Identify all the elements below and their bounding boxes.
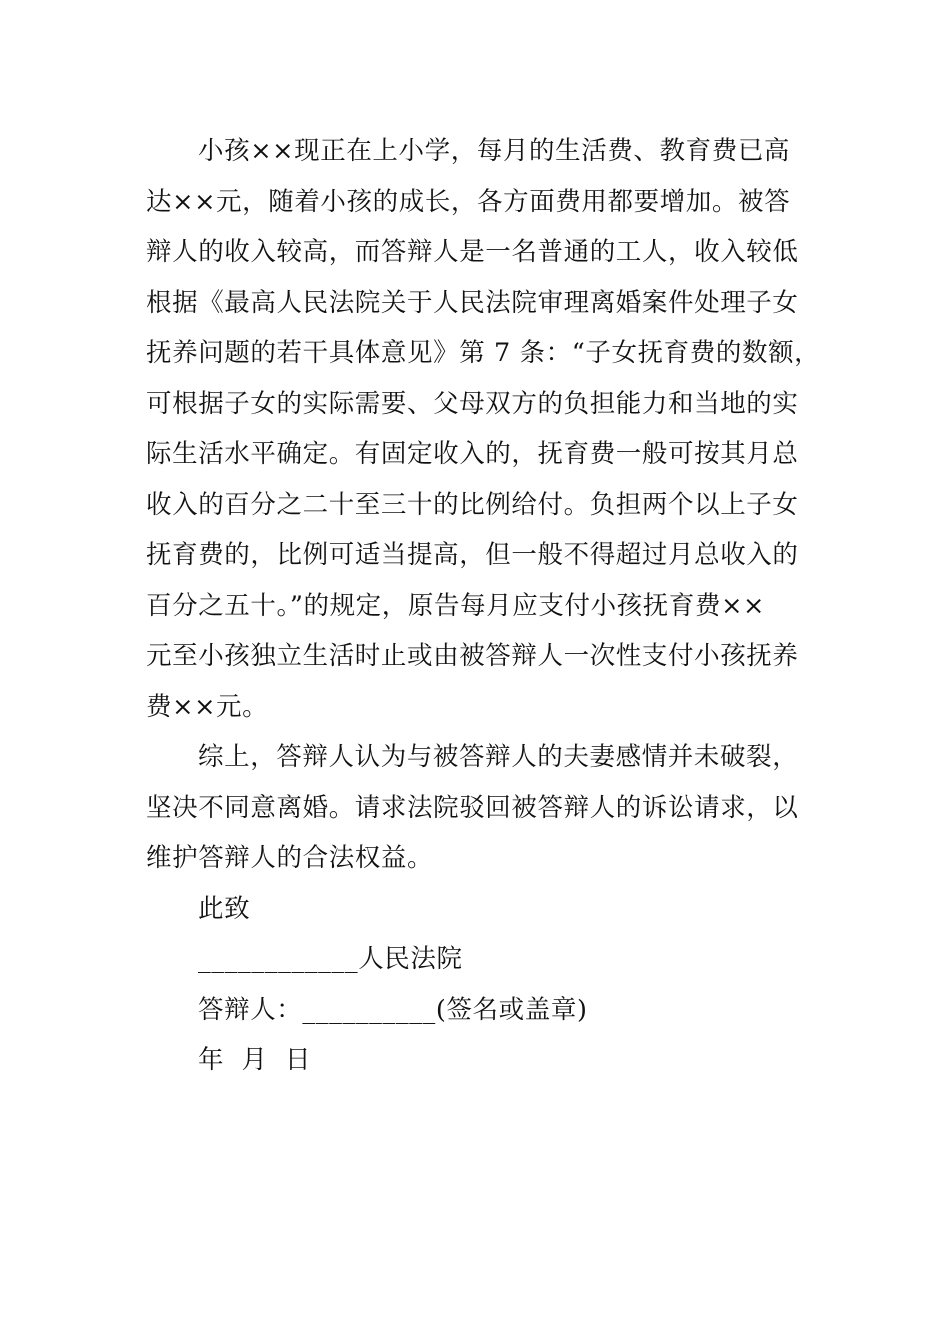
text-line: 抚育费的，比例可适当提高，但一般不得超过月总收入的 [146,540,799,570]
text-line: 抚养问题的若干具体意见》第 7 条：“子女抚育费的数额， [146,338,821,368]
court-line: ____________人民法院 [198,944,463,974]
paragraph-conclusion [146,732,808,884]
document-body [146,126,821,1086]
text-line: 收入的百分之二十至三十的比例给付。负担两个以上子女 [146,489,799,520]
text-line: 费××元。 [146,691,269,722]
text-line: 辩人的收入较高，而答辩人是一名普通的工人，收入较低 [146,237,799,267]
text-line: 小孩××现正在上小学，每月的生活费、教育费已高 [198,136,791,166]
signature-line: 答辩人：__________(签名或盖章) [198,994,588,1025]
salutation: 此致 [198,893,251,924]
paragraph-child-support [146,126,821,732]
text-line: 元至小孩独立生活时止或由被答辩人一次性支付小孩抚养 [146,641,799,671]
text-line: 可根据子女的实际需要、父母双方的负担能力和当地的实 [146,388,799,419]
text-line: 达××元，随着小孩的成长，各方面费用都要增加。被答 [146,186,791,217]
text-line: 际生活水平确定。有固定收入的，抚育费一般可按其月总 [146,439,799,469]
closing-block [146,884,808,1086]
text-line: 根据《最高人民法院关于人民法院审理离婚案件处理子女 [146,287,799,318]
text-line: 综上，答辩人认为与被答辩人的夫妻感情并未破裂， [198,742,799,772]
text-line: 坚决不同意离婚。请求法院驳回被答辩人的诉讼请求，以 [146,792,799,823]
date-line: 年 月 日 [198,1045,312,1075]
text-line: 百分之五十。”的规定，原告每月应支付小孩抚育费×× [146,590,766,621]
text-line: 维护答辩人的合法权益。 [146,843,434,873]
